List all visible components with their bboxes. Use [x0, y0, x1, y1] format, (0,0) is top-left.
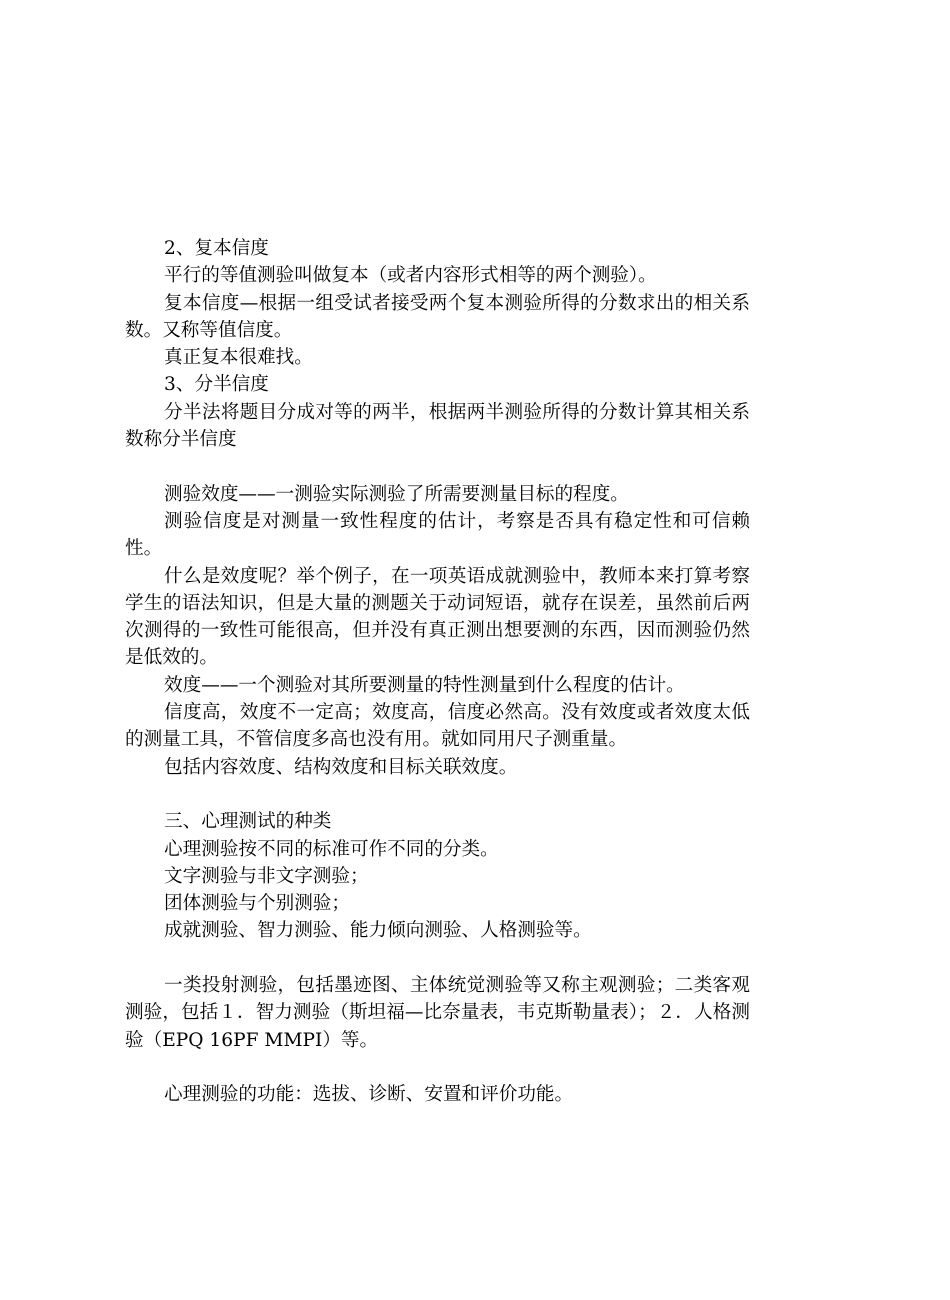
- paragraph: 平行的等值测验叫做复本（或者内容形式相等的两个测验）。: [164, 265, 657, 287]
- blank-line: [125, 453, 750, 480]
- paragraph: 测验效度——一测验实际测验了所需要测量目标的程度。: [164, 483, 629, 505]
- blank-line: [125, 1054, 750, 1081]
- paragraph: 效度——一个测验对其所要测量的特性测量到什么程度的估计。: [164, 674, 685, 696]
- document-body: [125, 235, 750, 1109]
- heading-test-types: 三、心理测试的种类: [164, 811, 332, 833]
- paragraph: 包括内容效度、结构效度和目标关联效度。: [164, 756, 518, 778]
- paragraph: 测验信度是对测量一致性程度的估计，考察是否具有稳定性和可信赖性。: [125, 510, 750, 560]
- paragraph: 什么是效度呢？举个例子，在一项英语成就测验中，教师本来打算考察学生的语法知识，但是大量的测题关于动词短语，就存在误差，虽然前后两次测得的一致性可能很高，但并没有真正测出想要测的东西，因而测验仍然是低效的。: [125, 565, 750, 669]
- paragraph: 团体测验与个别测验；: [164, 893, 350, 915]
- paragraph: 复本信度—根据一组受试者接受两个复本测验所得的分数求出的相关系数。又称等值信度。: [125, 292, 750, 341]
- paragraph: 心理测验按不同的标准可作不同的分类。: [164, 838, 499, 860]
- paragraph: 分半法将题目分成对等的两半，根据两半测验所得的分数计算其相关系数称分半信度: [125, 401, 750, 451]
- blank-line: [125, 781, 750, 808]
- paragraph: 文字测验与非文字测验；: [164, 865, 369, 887]
- heading-split-half-reliability: 3、分半信度: [164, 374, 269, 396]
- paragraph: 成就测验、智力测验、能力倾向测验、人格测验等。: [164, 920, 592, 942]
- paragraph: 信度高，效度不一定高；效度高，信度必然高。没有效度或者效度太低的测量工具，不管信度多高也没有用。就如同用尺子测重量。: [125, 702, 750, 751]
- heading-parallel-forms-reliability: 2、复本信度: [164, 238, 269, 259]
- paragraph: 真正复本很难找。: [164, 347, 313, 369]
- paragraph: 一类投射测验，包括墨迹图、主体统觉测验等又称主观测验；二类客观测验，包括１．智力测验（斯坦福—比奈量表，韦克斯勒量表）；２．人格测验（EPQ 16PF MMPI）等。: [125, 975, 750, 1051]
- paragraph: 心理测验的功能：选拔、诊断、安置和评价功能。: [164, 1084, 574, 1106]
- blank-line: [125, 945, 750, 972]
